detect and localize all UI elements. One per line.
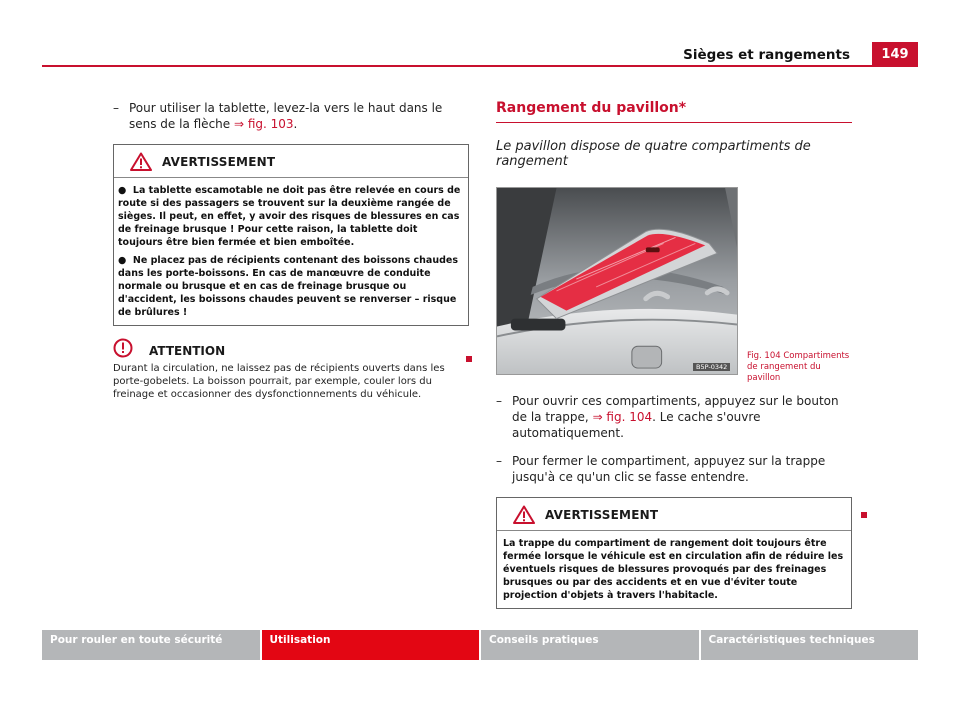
fig-104-link[interactable]: ⇒ fig. 104: [592, 410, 653, 424]
section-end-mark: [861, 512, 867, 518]
roof-storage-photo: [496, 187, 738, 375]
footer-nav: [42, 630, 918, 660]
step-dash: –: [496, 394, 502, 408]
warning-header: [497, 498, 851, 531]
warning-text: La trappe du compartiment de rangement doit toujours être fermée lorsque le véhicule est en circulation afin de réduire les éventuels risques de blessures provoqués par des freinages brusques ou par des accidents et en vue d'éviter toute projection d'objets à travers l'habitacle.: [503, 538, 844, 601]
section-subtitle: Le pavillon dispose de quatre compartiments de rangement: [496, 139, 811, 169]
steps-list: [496, 393, 852, 485]
step-text: Pour utiliser la tablette, levez-la vers le haut dans le sens de la flèche ⇒ fig. 103.: [129, 101, 443, 131]
section-end-mark: [466, 356, 472, 362]
footer-tab-tips[interactable]: Conseils pratiques: [481, 630, 699, 660]
header-rule: [42, 65, 918, 67]
warning-title: AVERTISSEMENT: [162, 154, 276, 169]
footer-tab-utilisation[interactable]: Utilisation: [262, 630, 480, 660]
attention-block: [113, 338, 469, 401]
footer-tab-specs[interactable]: Caractéristiques techniques: [701, 630, 919, 660]
warning-body: [114, 178, 468, 325]
warning-item: ● La tablette escamotable ne doit pas être relevée en cours de route si des passagers se trouvent sur la deuxième rangée de sièges. Il peut, en effet, y avoir des risques de blessures en cas de freinage brusque ! Pour cette raison, la tablette doit toujours être bien fermée et bien emboîtée.: [118, 185, 461, 248]
warning-header: [114, 145, 468, 178]
attention-text: Durant la circulation, ne laissez pas de récipients ouverts dans les porte-gobelets. La boisson pourrait, par exemple, couler lors du freinage et occasionner des dysfonctionnements du véhicule.: [113, 363, 445, 400]
warning-box-tray: [113, 144, 469, 326]
warning-triangle-icon: [130, 152, 152, 171]
figure-caption: Fig. 104 Compartiments de rangement du pavillon: [747, 351, 850, 383]
step-use-tray: [113, 100, 469, 132]
attention-header: [113, 338, 469, 358]
step-text: Pour ouvrir ces compartiments, appuyez sur le bouton de la trappe, ⇒ fig. 104. Le cache s'ouvre automatiquement.: [512, 394, 839, 440]
page-number: 149: [872, 42, 918, 66]
page-header-title: Sièges et rangements: [683, 47, 850, 63]
step-dash: –: [496, 454, 502, 468]
section-title: Rangement du pavillon*: [496, 100, 852, 123]
step-close-compartment: [496, 453, 852, 485]
left-column: [113, 100, 469, 401]
attention-exclamation-icon: [113, 338, 133, 358]
warning-box-compartment: [496, 497, 852, 609]
step-text: Pour fermer le compartiment, appuyez sur la trappe jusqu'à ce qu'un clic se fasse entendre.: [512, 454, 826, 484]
attention-title: ATTENTION: [149, 344, 226, 358]
warning-title: AVERTISSEMENT: [545, 507, 659, 522]
figure-code: B5P-0342: [693, 363, 730, 371]
footer-tab-safety[interactable]: Pour rouler en toute sécurité: [42, 630, 260, 660]
step-dash: –: [113, 101, 119, 115]
right-column: [496, 100, 852, 609]
step-open-compartment: [496, 393, 852, 441]
fig-103-link[interactable]: ⇒ fig. 103: [233, 117, 294, 131]
figure-104: [496, 187, 852, 383]
warning-triangle-icon: [513, 505, 535, 524]
warning-item: ● Ne placez pas de récipients contenant des boissons chaudes dans les porte-boissons. En cas de manœuvre de conduite normale ou brusque et en cas de freinage brusque ou d'accident, les boissons chaudes peuvent se renverser – risque de brûlures !: [118, 255, 458, 318]
warning-body: [497, 531, 851, 608]
